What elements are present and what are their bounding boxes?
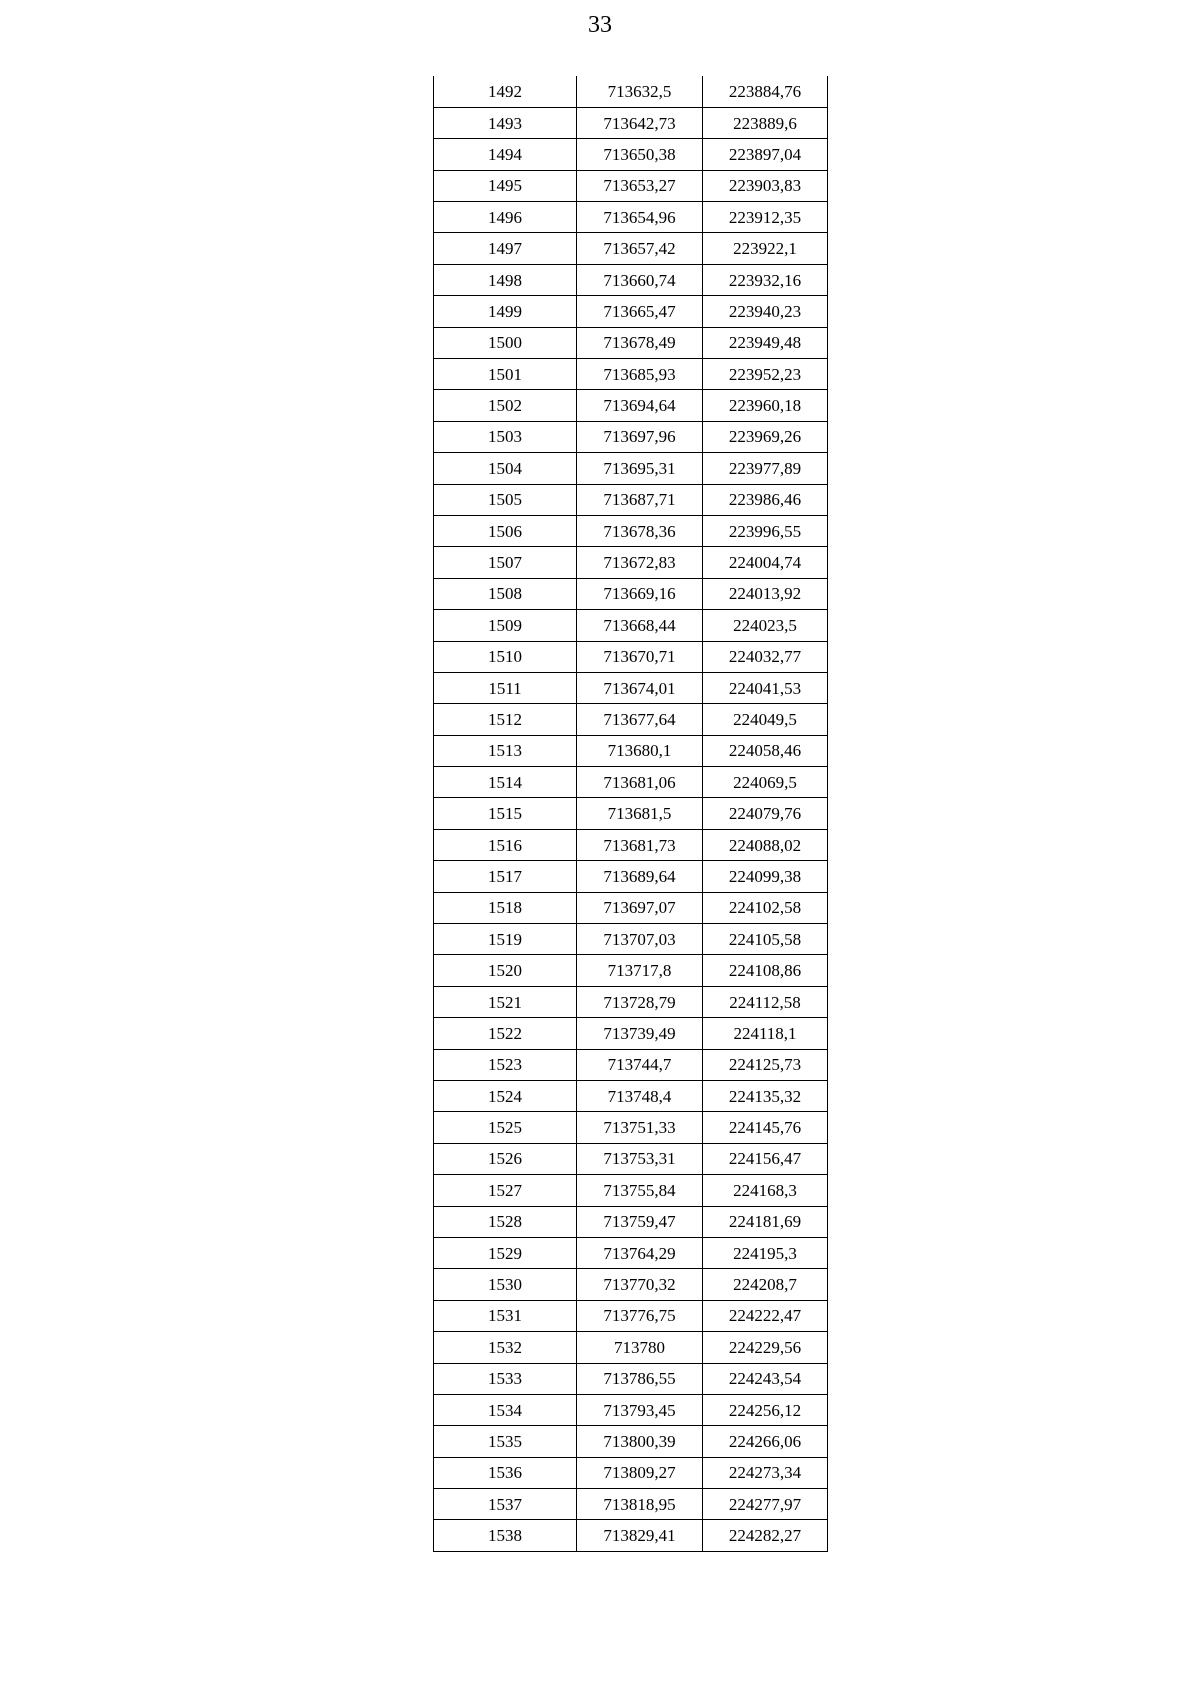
table-row bbox=[434, 139, 828, 170]
x-coordinate-cell: 713776,75 bbox=[577, 1300, 703, 1331]
y-coordinate-cell: 223996,55 bbox=[703, 515, 828, 546]
x-coordinate-cell: 713668,44 bbox=[577, 610, 703, 641]
y-coordinate-cell: 223922,1 bbox=[703, 233, 828, 264]
x-coordinate-cell: 713780 bbox=[577, 1332, 703, 1363]
point-number-cell: 1500 bbox=[434, 327, 577, 358]
point-number-cell: 1523 bbox=[434, 1049, 577, 1080]
point-number-cell: 1497 bbox=[434, 233, 577, 264]
y-coordinate-cell: 224266,06 bbox=[703, 1426, 828, 1457]
x-coordinate-cell: 713674,01 bbox=[577, 672, 703, 703]
y-coordinate-cell: 223986,46 bbox=[703, 484, 828, 515]
point-number-cell: 1528 bbox=[434, 1206, 577, 1237]
point-number-cell: 1492 bbox=[434, 76, 577, 107]
point-number-cell: 1509 bbox=[434, 610, 577, 641]
point-number-cell: 1507 bbox=[434, 547, 577, 578]
y-coordinate-cell: 224156,47 bbox=[703, 1143, 828, 1174]
x-coordinate-cell: 713751,33 bbox=[577, 1112, 703, 1143]
x-coordinate-cell: 713657,42 bbox=[577, 233, 703, 264]
point-number-cell: 1522 bbox=[434, 1018, 577, 1049]
x-coordinate-cell: 713632,5 bbox=[577, 76, 703, 107]
point-number-cell: 1504 bbox=[434, 453, 577, 484]
point-number-cell: 1515 bbox=[434, 798, 577, 829]
table-row bbox=[434, 1112, 828, 1143]
x-coordinate-cell: 713748,4 bbox=[577, 1081, 703, 1112]
table-row bbox=[434, 547, 828, 578]
point-number-cell: 1524 bbox=[434, 1081, 577, 1112]
x-coordinate-cell: 713642,73 bbox=[577, 107, 703, 138]
x-coordinate-cell: 713694,64 bbox=[577, 390, 703, 421]
point-number-cell: 1506 bbox=[434, 515, 577, 546]
table-row bbox=[434, 986, 828, 1017]
y-coordinate-cell: 224243,54 bbox=[703, 1363, 828, 1394]
y-coordinate-cell: 223897,04 bbox=[703, 139, 828, 170]
y-coordinate-cell: 224118,1 bbox=[703, 1018, 828, 1049]
x-coordinate-cell: 713728,79 bbox=[577, 986, 703, 1017]
table-row bbox=[434, 767, 828, 798]
x-coordinate-cell: 713793,45 bbox=[577, 1394, 703, 1425]
point-number-cell: 1520 bbox=[434, 955, 577, 986]
table-row bbox=[434, 1143, 828, 1174]
point-number-cell: 1518 bbox=[434, 892, 577, 923]
point-number-cell: 1503 bbox=[434, 421, 577, 452]
y-coordinate-cell: 224195,3 bbox=[703, 1237, 828, 1268]
x-coordinate-cell: 713818,95 bbox=[577, 1489, 703, 1520]
table-row bbox=[434, 233, 828, 264]
point-number-cell: 1525 bbox=[434, 1112, 577, 1143]
y-coordinate-cell: 223889,6 bbox=[703, 107, 828, 138]
table-row bbox=[434, 359, 828, 390]
y-coordinate-cell: 223952,23 bbox=[703, 359, 828, 390]
point-number-cell: 1502 bbox=[434, 390, 577, 421]
x-coordinate-cell: 713697,07 bbox=[577, 892, 703, 923]
y-coordinate-cell: 224181,69 bbox=[703, 1206, 828, 1237]
table-row bbox=[434, 641, 828, 672]
table-row bbox=[434, 798, 828, 829]
y-coordinate-cell: 223977,89 bbox=[703, 453, 828, 484]
table-row bbox=[434, 955, 828, 986]
table-row bbox=[434, 484, 828, 515]
y-coordinate-cell: 223932,16 bbox=[703, 264, 828, 295]
table-row bbox=[434, 1394, 828, 1425]
y-coordinate-cell: 224273,34 bbox=[703, 1457, 828, 1488]
table-row bbox=[434, 1206, 828, 1237]
x-coordinate-cell: 713685,93 bbox=[577, 359, 703, 390]
point-number-cell: 1513 bbox=[434, 735, 577, 766]
x-coordinate-cell: 713654,96 bbox=[577, 202, 703, 233]
point-number-cell: 1499 bbox=[434, 296, 577, 327]
x-coordinate-cell: 713739,49 bbox=[577, 1018, 703, 1049]
y-coordinate-cell: 224041,53 bbox=[703, 672, 828, 703]
point-number-cell: 1530 bbox=[434, 1269, 577, 1300]
x-coordinate-cell: 713669,16 bbox=[577, 578, 703, 609]
point-number-cell: 1521 bbox=[434, 986, 577, 1017]
table-row bbox=[434, 1457, 828, 1488]
x-coordinate-cell: 713695,31 bbox=[577, 453, 703, 484]
y-coordinate-cell: 224105,58 bbox=[703, 924, 828, 955]
table-row bbox=[434, 421, 828, 452]
table-row bbox=[434, 861, 828, 892]
point-number-cell: 1501 bbox=[434, 359, 577, 390]
point-number-cell: 1512 bbox=[434, 704, 577, 735]
y-coordinate-cell: 224277,97 bbox=[703, 1489, 828, 1520]
x-coordinate-cell: 713809,27 bbox=[577, 1457, 703, 1488]
x-coordinate-cell: 713653,27 bbox=[577, 170, 703, 201]
table-row bbox=[434, 892, 828, 923]
point-number-cell: 1514 bbox=[434, 767, 577, 798]
table-row bbox=[434, 924, 828, 955]
table-row bbox=[434, 264, 828, 295]
y-coordinate-cell: 224088,02 bbox=[703, 829, 828, 860]
point-number-cell: 1538 bbox=[434, 1520, 577, 1551]
x-coordinate-cell: 713697,96 bbox=[577, 421, 703, 452]
coordinates-table-body bbox=[434, 76, 828, 1551]
x-coordinate-cell: 713800,39 bbox=[577, 1426, 703, 1457]
x-coordinate-cell: 713770,32 bbox=[577, 1269, 703, 1300]
y-coordinate-cell: 224168,3 bbox=[703, 1175, 828, 1206]
point-number-cell: 1495 bbox=[434, 170, 577, 201]
x-coordinate-cell: 713759,47 bbox=[577, 1206, 703, 1237]
y-coordinate-cell: 223969,26 bbox=[703, 421, 828, 452]
y-coordinate-cell: 224125,73 bbox=[703, 1049, 828, 1080]
table-row bbox=[434, 1300, 828, 1331]
y-coordinate-cell: 223903,83 bbox=[703, 170, 828, 201]
point-number-cell: 1494 bbox=[434, 139, 577, 170]
table-row bbox=[434, 672, 828, 703]
point-number-cell: 1496 bbox=[434, 202, 577, 233]
y-coordinate-cell: 224256,12 bbox=[703, 1394, 828, 1425]
y-coordinate-cell: 223912,35 bbox=[703, 202, 828, 233]
table-row bbox=[434, 296, 828, 327]
point-number-cell: 1537 bbox=[434, 1489, 577, 1520]
x-coordinate-cell: 713687,71 bbox=[577, 484, 703, 515]
x-coordinate-cell: 713707,03 bbox=[577, 924, 703, 955]
y-coordinate-cell: 224099,38 bbox=[703, 861, 828, 892]
point-number-cell: 1519 bbox=[434, 924, 577, 955]
x-coordinate-cell: 713829,41 bbox=[577, 1520, 703, 1551]
y-coordinate-cell: 224112,58 bbox=[703, 986, 828, 1017]
point-number-cell: 1517 bbox=[434, 861, 577, 892]
table-row bbox=[434, 76, 828, 107]
table-row bbox=[434, 1269, 828, 1300]
point-number-cell: 1526 bbox=[434, 1143, 577, 1174]
point-number-cell: 1493 bbox=[434, 107, 577, 138]
x-coordinate-cell: 713744,7 bbox=[577, 1049, 703, 1080]
x-coordinate-cell: 713681,06 bbox=[577, 767, 703, 798]
table-row bbox=[434, 1426, 828, 1457]
coordinates-table-container bbox=[433, 76, 828, 1552]
point-number-cell: 1508 bbox=[434, 578, 577, 609]
x-coordinate-cell: 713672,83 bbox=[577, 547, 703, 578]
point-number-cell: 1533 bbox=[434, 1363, 577, 1394]
point-number-cell: 1516 bbox=[434, 829, 577, 860]
x-coordinate-cell: 713665,47 bbox=[577, 296, 703, 327]
table-row bbox=[434, 829, 828, 860]
y-coordinate-cell: 224282,27 bbox=[703, 1520, 828, 1551]
y-coordinate-cell: 224108,86 bbox=[703, 955, 828, 986]
point-number-cell: 1529 bbox=[434, 1237, 577, 1268]
table-row bbox=[434, 1081, 828, 1112]
table-row bbox=[434, 578, 828, 609]
x-coordinate-cell: 713755,84 bbox=[577, 1175, 703, 1206]
y-coordinate-cell: 224013,92 bbox=[703, 578, 828, 609]
point-number-cell: 1536 bbox=[434, 1457, 577, 1488]
table-row bbox=[434, 1237, 828, 1268]
table-row bbox=[434, 107, 828, 138]
y-coordinate-cell: 224058,46 bbox=[703, 735, 828, 766]
y-coordinate-cell: 223960,18 bbox=[703, 390, 828, 421]
y-coordinate-cell: 224222,47 bbox=[703, 1300, 828, 1331]
table-row bbox=[434, 1018, 828, 1049]
table-row bbox=[434, 202, 828, 233]
table-row bbox=[434, 390, 828, 421]
x-coordinate-cell: 713678,49 bbox=[577, 327, 703, 358]
table-row bbox=[434, 1332, 828, 1363]
y-coordinate-cell: 224079,76 bbox=[703, 798, 828, 829]
table-row bbox=[434, 327, 828, 358]
table-row bbox=[434, 1175, 828, 1206]
x-coordinate-cell: 713764,29 bbox=[577, 1237, 703, 1268]
y-coordinate-cell: 224135,32 bbox=[703, 1081, 828, 1112]
point-number-cell: 1505 bbox=[434, 484, 577, 515]
table-row bbox=[434, 515, 828, 546]
point-number-cell: 1527 bbox=[434, 1175, 577, 1206]
y-coordinate-cell: 224032,77 bbox=[703, 641, 828, 672]
point-number-cell: 1535 bbox=[434, 1426, 577, 1457]
y-coordinate-cell: 224229,56 bbox=[703, 1332, 828, 1363]
table-row bbox=[434, 1049, 828, 1080]
y-coordinate-cell: 223949,48 bbox=[703, 327, 828, 358]
point-number-cell: 1534 bbox=[434, 1394, 577, 1425]
coordinates-table bbox=[433, 76, 828, 1552]
table-row bbox=[434, 610, 828, 641]
y-coordinate-cell: 224049,5 bbox=[703, 704, 828, 735]
y-coordinate-cell: 224208,7 bbox=[703, 1269, 828, 1300]
y-coordinate-cell: 224102,58 bbox=[703, 892, 828, 923]
x-coordinate-cell: 713680,1 bbox=[577, 735, 703, 766]
x-coordinate-cell: 713650,38 bbox=[577, 139, 703, 170]
x-coordinate-cell: 713660,74 bbox=[577, 264, 703, 295]
y-coordinate-cell: 224023,5 bbox=[703, 610, 828, 641]
x-coordinate-cell: 713670,71 bbox=[577, 641, 703, 672]
x-coordinate-cell: 713786,55 bbox=[577, 1363, 703, 1394]
y-coordinate-cell: 223884,76 bbox=[703, 76, 828, 107]
page-number: 33 bbox=[588, 12, 612, 38]
table-row bbox=[434, 1489, 828, 1520]
x-coordinate-cell: 713681,5 bbox=[577, 798, 703, 829]
table-row bbox=[434, 170, 828, 201]
y-coordinate-cell: 224004,74 bbox=[703, 547, 828, 578]
y-coordinate-cell: 224069,5 bbox=[703, 767, 828, 798]
x-coordinate-cell: 713753,31 bbox=[577, 1143, 703, 1174]
table-row bbox=[434, 1520, 828, 1551]
x-coordinate-cell: 713677,64 bbox=[577, 704, 703, 735]
point-number-cell: 1532 bbox=[434, 1332, 577, 1363]
x-coordinate-cell: 713678,36 bbox=[577, 515, 703, 546]
point-number-cell: 1498 bbox=[434, 264, 577, 295]
point-number-cell: 1510 bbox=[434, 641, 577, 672]
point-number-cell: 1511 bbox=[434, 672, 577, 703]
x-coordinate-cell: 713681,73 bbox=[577, 829, 703, 860]
x-coordinate-cell: 713689,64 bbox=[577, 861, 703, 892]
x-coordinate-cell: 713717,8 bbox=[577, 955, 703, 986]
table-row bbox=[434, 735, 828, 766]
point-number-cell: 1531 bbox=[434, 1300, 577, 1331]
table-row bbox=[434, 704, 828, 735]
y-coordinate-cell: 224145,76 bbox=[703, 1112, 828, 1143]
table-row bbox=[434, 1363, 828, 1394]
y-coordinate-cell: 223940,23 bbox=[703, 296, 828, 327]
table-row bbox=[434, 453, 828, 484]
